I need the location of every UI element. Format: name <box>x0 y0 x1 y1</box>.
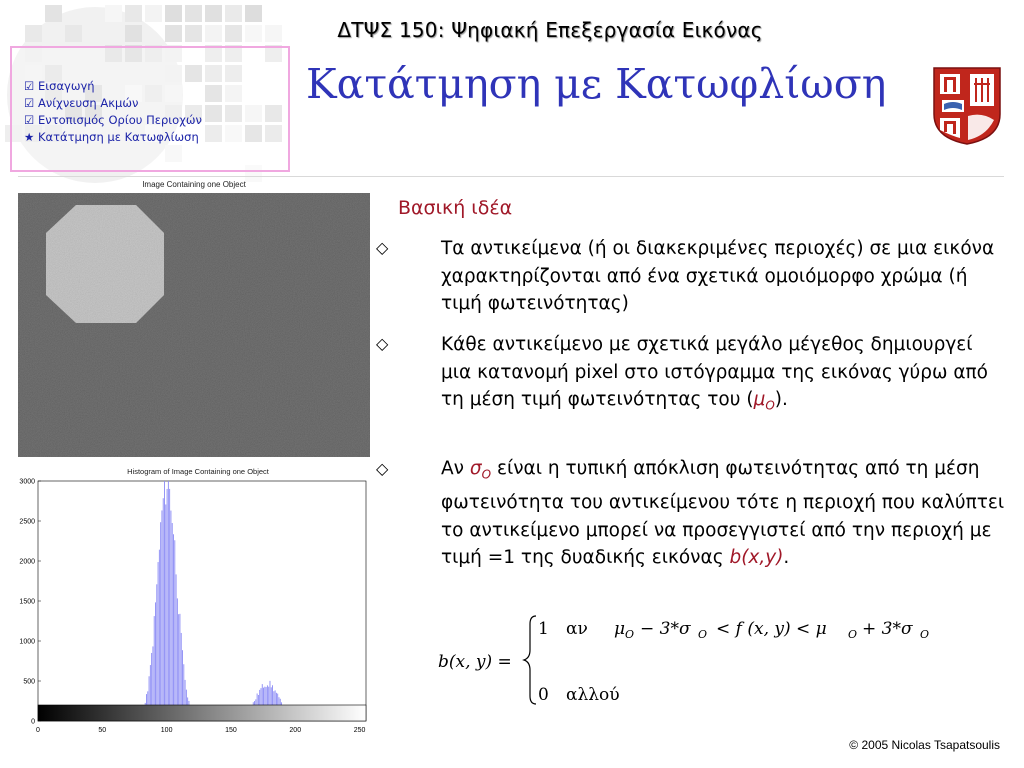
y-tick-label: 1000 <box>19 638 35 646</box>
histogram-bar <box>168 481 169 705</box>
formula-case2-value: 0 <box>538 685 549 705</box>
image-caption: Image Containing one Object <box>142 180 246 189</box>
slide-title: Κατάτμηση με Κατωφλίωση <box>306 60 887 108</box>
sigma-symbol: σ <box>469 458 482 479</box>
histogram-bar <box>276 693 277 705</box>
binary-function: b(x,y) <box>729 547 784 569</box>
toc-item-edge-detection: ☑ Ανίχνευση Ακμών <box>24 96 139 110</box>
histogram-bar <box>165 504 166 705</box>
histogram-bar <box>272 685 273 705</box>
header-divider <box>18 176 1004 177</box>
histogram-bar <box>261 688 262 705</box>
svg-text:+ 3*σ: + 3*σ <box>862 619 913 639</box>
svg-text:μ: μ <box>614 619 626 639</box>
histogram-bar <box>149 676 150 705</box>
histogram-bar <box>176 574 177 705</box>
y-tick-label: 1500 <box>19 598 35 606</box>
histogram-bar <box>164 481 165 705</box>
histogram-bar <box>152 646 153 705</box>
chart-title: Histogram of Image Containing one Object <box>127 467 269 476</box>
x-tick-label: 250 <box>353 727 366 734</box>
histogram-bar <box>186 690 187 705</box>
histogram-bar <box>257 693 258 705</box>
section-heading: Βασική ιδέα <box>398 197 513 219</box>
histogram-bar <box>255 699 256 705</box>
histogram-bar <box>151 653 152 705</box>
histogram-bar <box>268 687 269 705</box>
histogram-bar <box>275 690 276 705</box>
noisy-object-image <box>18 193 370 457</box>
histogram-bar <box>154 616 155 705</box>
x-tick-label: 0 <box>36 727 40 734</box>
bullet-paragraph-3: Αν $\sigma_O$ είναι η τυπική απόκλιση φωτεινότητας από τη μέση φωτεινότητα του αντικείμενου τότε η περιοχή που καλύπτει το αντικείμενο μπορεί να προσεγγιστεί από την περιοχή με τιμή =1 της δυαδικής εικόνας b(x,y). <box>441 458 1005 569</box>
checkbox-icon: ☑ <box>24 79 35 93</box>
y-tick-label: 2000 <box>19 558 35 566</box>
histogram-bar <box>172 523 173 705</box>
x-tick-label: 50 <box>98 727 107 734</box>
course-title: ΔΤΨΣ 150: Ψηφιακή Επεξεργασία Εικόνας <box>337 18 763 42</box>
svg-text:O: O <box>698 628 708 641</box>
histogram-bar <box>173 534 174 705</box>
formula-case1-word: αν <box>566 619 588 639</box>
svg-text:O: O <box>920 628 930 641</box>
histogram-bar <box>147 691 148 705</box>
histogram-bar <box>161 510 162 705</box>
histogram-bar <box>183 664 184 705</box>
checkbox-icon: ☑ <box>24 113 35 127</box>
copyright: © 2005 Nicolas Tsapatsoulis <box>849 738 1000 752</box>
histogram-bar <box>185 680 186 705</box>
svg-text:O: O <box>625 628 635 641</box>
x-tick-label: 150 <box>225 727 237 734</box>
histogram-bar <box>267 685 268 705</box>
svg-text:< f (x, y) < μ: < f (x, y) < μ <box>716 619 827 639</box>
histogram-bar <box>155 602 156 705</box>
histogram-bar <box>187 697 188 705</box>
histogram-bar <box>258 695 259 705</box>
histogram-bar <box>145 703 146 705</box>
histogram-bar <box>266 687 267 705</box>
topics-panel <box>10 46 290 172</box>
histogram-bar <box>188 701 189 705</box>
bullet-paragraph-2: Κάθε αντικείμενο με σχετικά μεγάλο μέγεθος δημιουργεί μια κατανομή pixel στο ιστόγραμμα της εικόνας γύρω από τη μέση τιμή φωτεινότητας του $(\mu_O)$. <box>441 334 989 413</box>
y-tick-label: 500 <box>23 678 35 686</box>
threshold-formula <box>432 606 952 712</box>
formula-case1-value: 1 <box>538 619 549 639</box>
histogram-bar <box>263 688 264 705</box>
histogram-bar <box>178 614 179 705</box>
histogram-bar <box>158 562 159 705</box>
bullet-diamond-icon: ◇ <box>376 334 389 353</box>
histogram-bar <box>271 687 272 705</box>
histogram-bar <box>280 699 281 705</box>
histogram-chart <box>8 465 378 755</box>
grayscale-colorbar <box>38 705 366 721</box>
histogram-bar <box>264 687 265 705</box>
bullet-paragraph-1: Τα αντικείμενα (ή οι διακεκριμένες περιοχές) σε μια εικόνα χαρακτηρίζονται από ένα σχετικά ομοιόμορφο χρώμα (ή τιμή φωτεινότητας) <box>441 238 995 314</box>
histogram-bar <box>182 650 183 705</box>
star-icon: ★ <box>24 130 35 144</box>
histogram-bar <box>174 540 175 705</box>
histogram-bar <box>273 691 274 705</box>
x-tick-label: 200 <box>289 727 302 734</box>
x-tick-label: 100 <box>160 727 173 734</box>
formula-lhs: b(x, y) = <box>438 652 512 672</box>
histogram-bar <box>160 522 161 705</box>
histogram-bar <box>159 550 160 705</box>
svg-text:− 3*σ: − 3*σ <box>640 619 691 639</box>
histogram-bar <box>177 598 178 705</box>
histogram-bar <box>270 681 271 705</box>
y-tick-label: 0 <box>31 718 35 726</box>
histogram-bar <box>156 584 157 705</box>
y-tick-label: 3000 <box>19 478 35 486</box>
y-tick-label: 2500 <box>19 518 35 526</box>
histogram-bar <box>169 489 170 705</box>
histogram-bar <box>279 697 280 705</box>
histogram-bar <box>146 694 147 705</box>
checkbox-icon: ☑ <box>24 96 35 110</box>
svg-text:O: O <box>848 628 858 641</box>
mean-symbol: μ <box>753 389 766 410</box>
histogram-bar <box>181 633 182 705</box>
histogram-bar <box>150 665 151 705</box>
histogram-bar <box>179 614 180 705</box>
bullet-diamond-icon: ◇ <box>376 459 389 478</box>
histogram-bar <box>277 694 278 705</box>
histogram-bar <box>254 701 255 705</box>
histogram-bar <box>262 684 263 705</box>
histogram-bar <box>163 498 164 705</box>
toc-item-region-boundary: ☑ Εντοπισμός Ορίου Περιοχών <box>24 113 202 127</box>
university-logo-icon <box>932 66 1002 146</box>
histogram-bar <box>167 489 168 705</box>
histogram-bar <box>253 702 254 705</box>
toc-item-introduction: ☑ Εισαγωγή <box>24 79 95 93</box>
bullet-diamond-icon: ◇ <box>376 238 389 257</box>
histogram-bar <box>259 690 260 705</box>
formula-case2-word: αλλού <box>566 685 620 705</box>
histogram-bar <box>170 511 171 705</box>
histogram-bar <box>281 702 282 705</box>
toc-item-thresholding: ★ Κατάτμηση με Κατωφλίωση <box>24 130 199 144</box>
